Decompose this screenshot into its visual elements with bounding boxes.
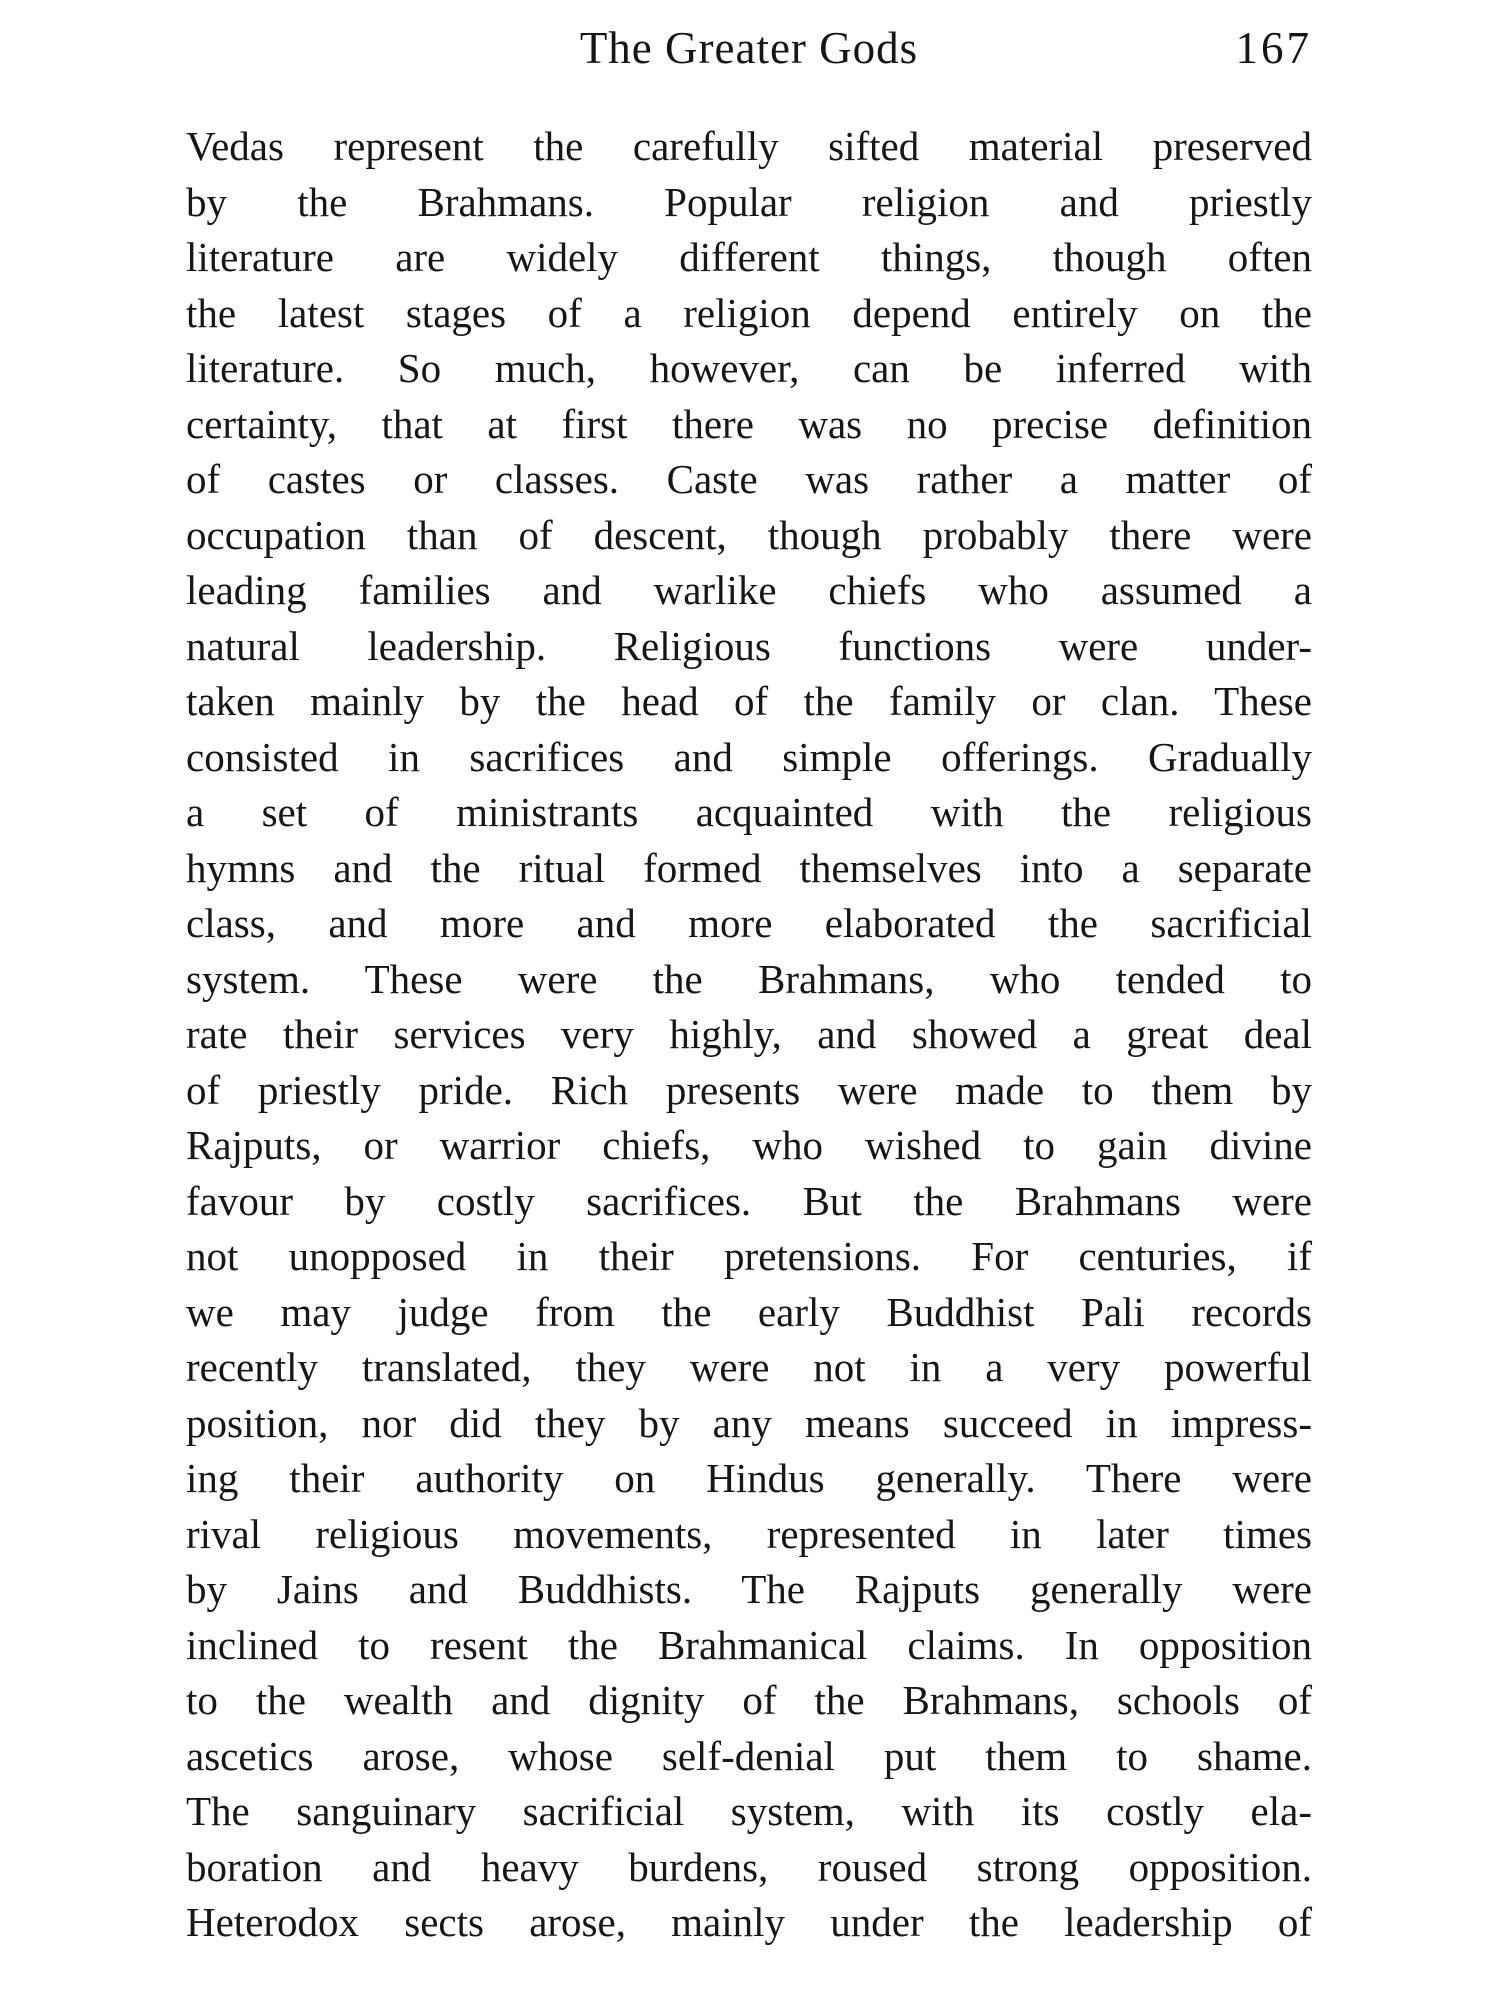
text-line: by the Brahmans. Popular religion and priestly (186, 178, 1312, 225)
text-line: class, and more and more elaborated the sacrificial (186, 900, 1312, 946)
running-header (186, 18, 1312, 78)
text-line: a set of ministrants acquainted with the religious (186, 789, 1312, 835)
text-line: position, nor did they by any means succeed in impress- (186, 1399, 1312, 1446)
body-text (186, 119, 1312, 1951)
text-line: consisted in sacrifices and simple offerings. Gradually (186, 733, 1312, 780)
text-line: certainty, that at first there was no precise definition (186, 400, 1312, 447)
text-line: literature are widely different things, though often (186, 234, 1312, 280)
text-line: rate their services very highly, and showed a great deal (186, 1011, 1312, 1057)
text-line: literature. So much, however, can be inferred with (186, 345, 1312, 391)
text-line: taken mainly by the head of the family or clan. These (186, 678, 1312, 724)
text-line: natural leadership. Religious functions were under- (186, 622, 1312, 669)
page-number: 167 (1235, 23, 1312, 73)
text-line: hymns and the ritual formed themselves into a separate (186, 844, 1312, 891)
text-line: Vedas represent the carefully sifted material preserved (186, 123, 1312, 169)
text-line: favour by costly sacrifices. But the Brahmans were (186, 1177, 1312, 1224)
text-line: of priestly pride. Rich presents were made to them by (186, 1066, 1312, 1113)
text-line: the latest stages of a religion depend entirely on the (186, 289, 1312, 336)
text-line: The sanguinary sacrificial system, with its costly ela- (186, 1788, 1312, 1834)
text-line: by Jains and Buddhists. The Rajputs generally were (186, 1566, 1312, 1612)
text-line: we may judge from the early Buddhist Pali records (186, 1288, 1312, 1335)
text-line: occupation than of descent, though probably there were (186, 511, 1312, 558)
text-line: of castes or classes. Caste was rather a matter of (186, 456, 1312, 502)
text-line: Heterodox sects arose, mainly under the leadership of (186, 1899, 1312, 1945)
text-line: inclined to resent the Brahmanical claims. In opposition (186, 1621, 1312, 1668)
text-line: ascetics arose, whose self-denial put them to shame. (186, 1732, 1312, 1779)
text-line: boration and heavy burdens, roused strong opposition. (186, 1843, 1312, 1890)
text-line: to the wealth and dignity of the Brahmans, schools of (186, 1677, 1312, 1723)
text-line: rival religious movements, represented in later times (186, 1510, 1312, 1557)
running-title: The Greater Gods (579, 23, 919, 73)
text-line: Rajputs, or warrior chiefs, who wished to gain divine (186, 1122, 1312, 1168)
text-line: recently translated, they were not in a very powerful (186, 1344, 1312, 1390)
text-line: ing their authority on Hindus generally. There were (186, 1455, 1312, 1501)
text-line: system. These were the Brahmans, who tended to (186, 955, 1312, 1002)
text-line: leading families and warlike chiefs who assumed a (186, 567, 1312, 613)
text-line: not unopposed in their pretensions. For centuries, if (186, 1233, 1312, 1279)
